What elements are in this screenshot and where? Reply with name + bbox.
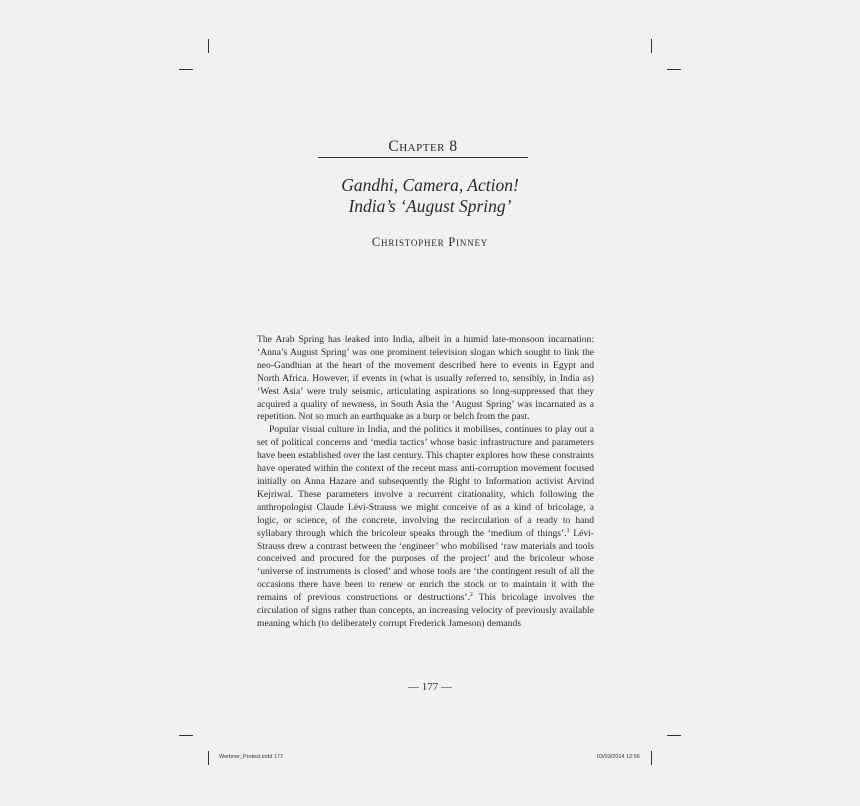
paragraph-2 <box>257 424 594 631</box>
paragraph-2-part-3: This bricolage involves the circulation of signs rather than concepts, an increasing velocity of previously available meaning which (to deliberately corrupt Frederick Jameson) demands <box>257 592 594 629</box>
slug-left: Werbner_Protest.indd 177 <box>219 754 284 760</box>
footnote-ref-1[interactable]: 1 <box>566 527 570 534</box>
chapter-rule <box>318 157 528 158</box>
crop-mark-top-left-vertical <box>208 39 209 53</box>
slug-right: 03/03/2014 12:56 <box>597 754 640 760</box>
paragraph-1: The Arab Spring has leaked into India, albeit in a humid late-monsoon incarnation: ‘Anna’s August Spring’ was one prominent television slogan which sought to link the neo-Gandhian at the heart of the movement described here to events in Egypt and North Africa. However, if events in (what is usually referred to, sensibly, in India as) ‘West Asia’ were truly seismic, articulating aspirations so long-suppressed that they acquired a quality of newness, in South Asia the ‘August Spring’ was incarnated as a repetition. Not so much an earthquake as a burp or belch from the past. <box>257 334 594 423</box>
crop-mark-bottom-left-horizontal <box>179 735 193 736</box>
chapter-title <box>260 175 600 217</box>
crop-mark-top-left-horizontal <box>179 69 193 70</box>
author-name: Christopher Pinney <box>371 235 489 249</box>
crop-mark-top-right-horizontal <box>667 69 681 70</box>
footnote-ref-2[interactable]: 2 <box>469 591 473 598</box>
crop-mark-top-right-vertical <box>651 39 652 53</box>
paragraph-2-part-2: Lévi-Strauss drew a contrast between the ‘engineer’ who mobilised ‘raw materials and tools conceived and procured for the purposes of the project’ and the bricoleur whose ‘universe of instruments is closed’ and whose tools are ‘the contingent result of all the occasions there have been to renew or enrich the stock or to maintain it with the remains of previous constructions or destructions’. <box>257 527 594 604</box>
title-line-2: India’s ‘August Spring’ <box>348 196 512 216</box>
crop-mark-bottom-left-vertical <box>208 751 209 765</box>
chapter-label: Chapter 8 <box>388 138 458 155</box>
crop-mark-bottom-right-vertical <box>651 751 652 765</box>
crop-mark-bottom-right-horizontal <box>667 735 681 736</box>
page-number: — 177 — <box>408 681 452 693</box>
body-text <box>257 334 594 631</box>
paragraph-2-part-1: Popular visual culture in India, and the politics it mobilises, continues to play out a set of political concerns and ‘media tactics’ whose basic infrastructure and parameters have been established over the last century. This chapter explores how these constraints have operated within the context of the recent mass anti-corruption movement focused initially on Anna Hazare and subsequently the Right to Information activist Arvind Kejriwal. These parameters involve a recurrent citationality, which following the anthropologist Claude Lévi-Strauss we might conceive of as a kind of bricolage, a logic, or science, of the concrete, involving the recirculation of a ready to hand syllabary through which the bricoleur speaks through the ‘medium of things’. <box>257 424 594 539</box>
title-line-1: Gandhi, Camera, Action! <box>341 175 519 195</box>
